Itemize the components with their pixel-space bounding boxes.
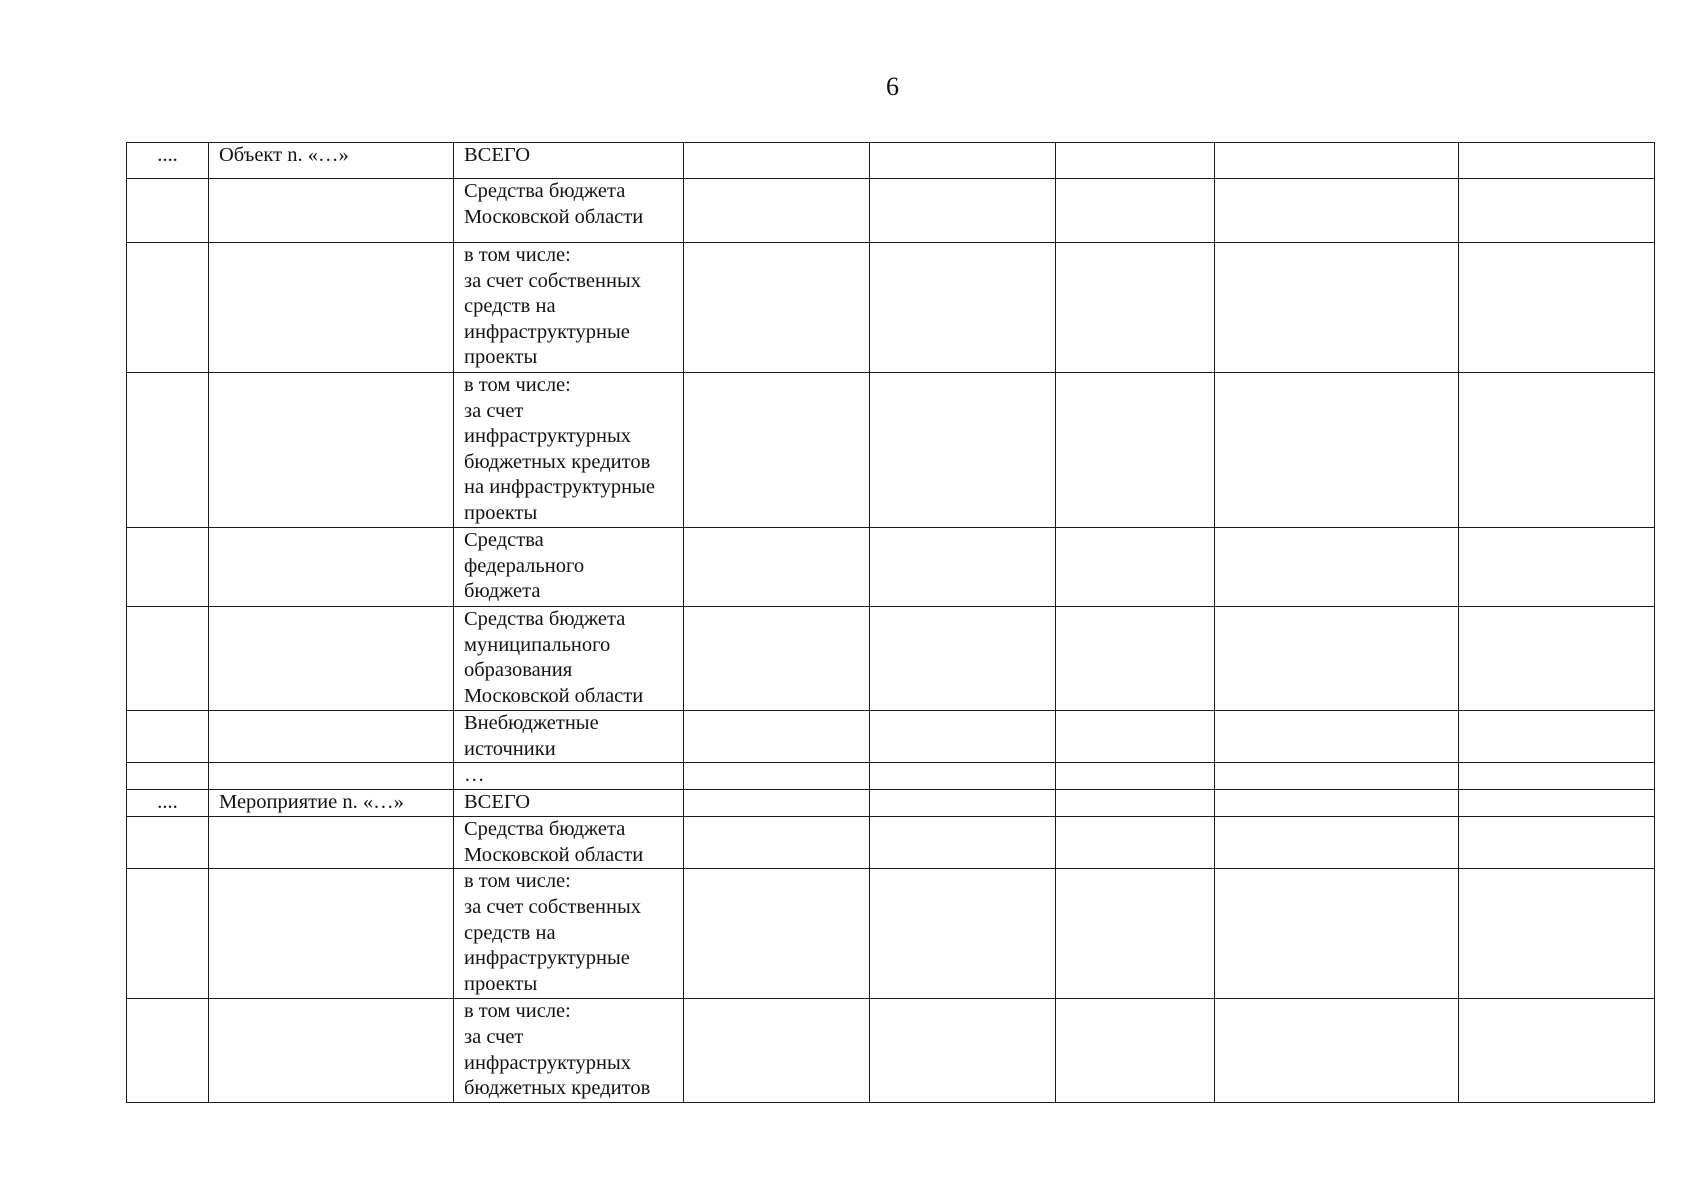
table-row [127,528,1655,607]
value-cell [1056,143,1215,179]
funding-source-cell: Средства бюджета муниципального образования Московской области [454,607,684,711]
value-cell [870,711,1056,763]
value-cell [1056,763,1215,790]
row-number-cell: .... [127,790,209,817]
value-cell [870,179,1056,243]
value-cell [1215,373,1459,528]
value-cell [870,373,1056,528]
value-cell [870,528,1056,607]
value-cell [1459,143,1655,179]
table-row [127,711,1655,763]
row-number-cell [127,607,209,711]
page-number: 6 [886,72,899,101]
value-cell [684,179,870,243]
table-row [127,817,1655,869]
funding-source-cell: ВСЕГО [454,143,684,179]
row-number-cell [127,763,209,790]
value-cell [1215,711,1459,763]
value-cell [1459,607,1655,711]
value-cell [870,607,1056,711]
value-cell [870,999,1056,1103]
table-row [127,243,1655,373]
funding-source-cell: Средства бюджета Московской области [454,817,684,869]
table-row [127,869,1655,999]
funding-source-cell: в том числе: за счет инфраструктурных бюджетных кредитов [454,999,684,1103]
value-cell [1215,999,1459,1103]
value-cell [1215,869,1459,999]
value-cell [684,711,870,763]
value-cell [1215,607,1459,711]
value-cell [1215,528,1459,607]
value-cell [1459,763,1655,790]
table-row [127,179,1655,243]
value-cell [684,607,870,711]
event-name-cell: Объект n. «…» [209,143,454,179]
value-cell [684,790,870,817]
value-cell [1056,999,1215,1103]
row-number-cell [127,373,209,528]
table-row [127,143,1655,179]
value-cell [1459,790,1655,817]
value-cell [1056,528,1215,607]
row-number-cell [127,528,209,607]
value-cell [1459,711,1655,763]
value-cell [1459,243,1655,373]
value-cell [1056,607,1215,711]
value-cell [684,817,870,869]
funding-source-cell: Средства бюджета Московской области [454,179,684,243]
value-cell [1459,999,1655,1103]
value-cell [1459,528,1655,607]
value-cell [1215,817,1459,869]
value-cell [1215,763,1459,790]
value-cell [1056,817,1215,869]
value-cell [1056,373,1215,528]
financing-table [126,142,1655,1103]
event-name-cell [209,711,454,763]
value-cell [1459,817,1655,869]
value-cell [684,373,870,528]
value-cell [1056,869,1215,999]
event-name-cell [209,869,454,999]
funding-source-cell: в том числе: за счет инфраструктурных бюджетных кредитов на инфраструктурные проекты [454,373,684,528]
value-cell [1215,790,1459,817]
event-name-cell [209,817,454,869]
table-row [127,373,1655,528]
event-name-cell [209,373,454,528]
row-number-cell [127,869,209,999]
value-cell [684,763,870,790]
value-cell [1215,243,1459,373]
value-cell [1459,869,1655,999]
table-row [127,790,1655,817]
value-cell [870,869,1056,999]
value-cell [684,999,870,1103]
row-number-cell: .... [127,143,209,179]
value-cell [870,817,1056,869]
value-cell [1056,179,1215,243]
value-cell [1215,143,1459,179]
value-cell [870,243,1056,373]
row-number-cell [127,243,209,373]
funding-source-cell: Внебюджетные источники [454,711,684,763]
value-cell [684,143,870,179]
value-cell [684,243,870,373]
value-cell [1459,373,1655,528]
row-number-cell [127,817,209,869]
event-name-cell [209,999,454,1103]
row-number-cell [127,711,209,763]
event-name-cell [209,607,454,711]
value-cell [1056,243,1215,373]
value-cell [870,763,1056,790]
event-name-cell [209,243,454,373]
value-cell [1056,790,1215,817]
funding-source-cell: … [454,763,684,790]
event-name-cell [209,763,454,790]
table-row [127,607,1655,711]
event-name-cell: Мероприятие n. «…» [209,790,454,817]
value-cell [684,869,870,999]
funding-source-cell: в том числе: за счет собственных средств на инфраструктурные проекты [454,243,684,373]
funding-source-cell: в том числе: за счет собственных средств на инфраструктурные проекты [454,869,684,999]
event-name-cell [209,179,454,243]
value-cell [1459,179,1655,243]
funding-source-cell: ВСЕГО [454,790,684,817]
row-number-cell [127,999,209,1103]
value-cell [684,528,870,607]
event-name-cell [209,528,454,607]
value-cell [1215,179,1459,243]
value-cell [1056,711,1215,763]
table-row [127,999,1655,1103]
value-cell [870,143,1056,179]
value-cell [870,790,1056,817]
table-row [127,763,1655,790]
row-number-cell [127,179,209,243]
funding-source-cell: Средства федерального бюджета [454,528,684,607]
